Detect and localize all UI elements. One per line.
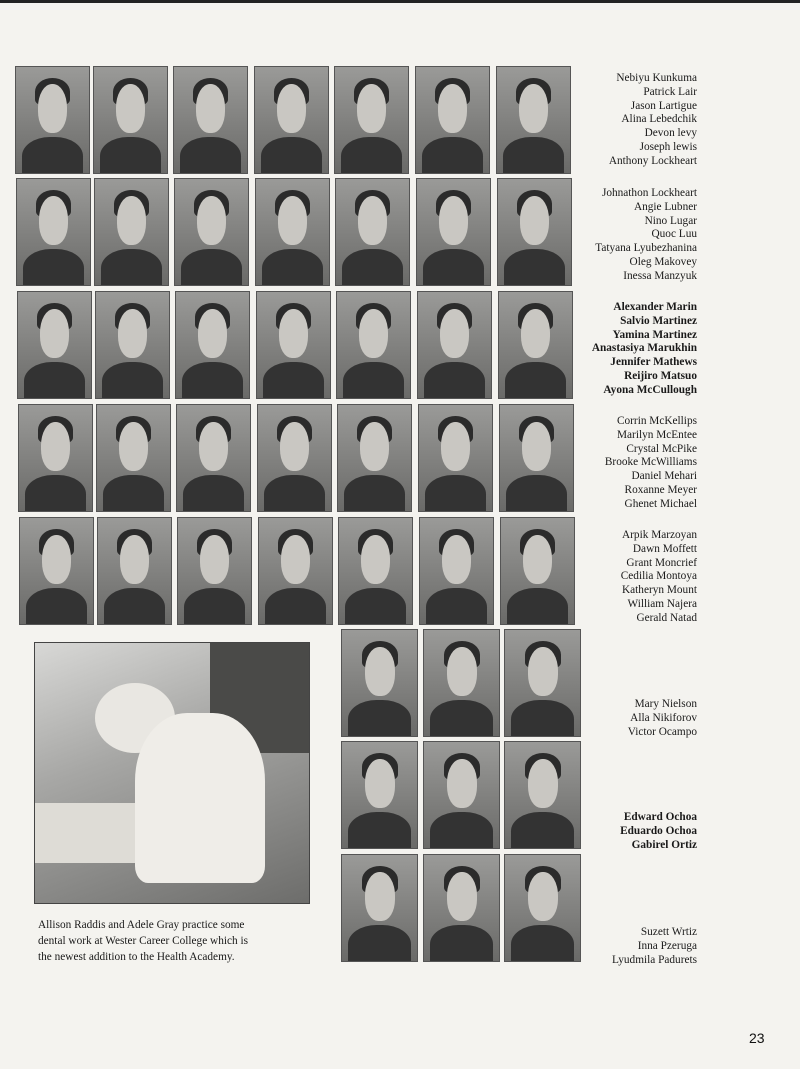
student-portrait: [94, 178, 169, 286]
student-name: Quoc Luu: [651, 228, 697, 241]
student-portrait: [423, 629, 500, 737]
student-name: Gerald Natad: [636, 611, 697, 624]
student-name: Mary Nielson: [634, 698, 697, 710]
page-number: 23: [749, 1030, 765, 1046]
student-portrait: [254, 66, 329, 174]
name-list: [592, 301, 697, 398]
student-name: Marilyn McEntee: [617, 428, 697, 441]
student-portrait: [174, 178, 249, 286]
student-name: Anastasiya Marukhin: [591, 342, 697, 355]
student-name: Daniel Mehari: [631, 470, 697, 483]
student-portrait: [341, 741, 418, 849]
name-list: [628, 698, 697, 739]
student-portrait: [256, 291, 331, 399]
student-name: Roxanne Meyer: [624, 483, 697, 496]
student-name: Angie Lubner: [633, 200, 697, 213]
student-name: Tatyana Lyubezhanina: [595, 242, 697, 255]
student-portrait: [504, 854, 581, 962]
student-portrait: [17, 291, 92, 399]
student-portrait: [15, 66, 90, 174]
student-name: Dawn Moffett: [632, 542, 697, 555]
student-name: Johnathon Lockheart: [601, 187, 697, 199]
student-portrait: [97, 517, 172, 625]
student-portrait: [338, 517, 413, 625]
student-portrait: [497, 178, 572, 286]
student-portrait: [423, 741, 500, 849]
student-portrait: [417, 291, 492, 399]
student-portrait: [16, 178, 91, 286]
student-name: Cedilia Montoya: [620, 570, 697, 583]
student-portrait: [504, 629, 581, 737]
student-portrait: [337, 404, 412, 512]
student-name: Nino Lugar: [644, 214, 697, 227]
student-name: Lyudmila Padurets: [611, 953, 697, 966]
student-name: Joseph lewis: [639, 140, 697, 153]
student-portrait: [95, 291, 170, 399]
name-list: [609, 72, 697, 169]
student-portrait: [177, 517, 252, 625]
student-portrait: [419, 517, 494, 625]
student-name: Salvio Martinez: [620, 314, 697, 327]
student-name: Nebiyu Kunkuma: [616, 72, 697, 84]
student-name: Alina Lebedchik: [621, 113, 697, 126]
student-name: Ayona McCullough: [603, 383, 697, 396]
student-name: Jennifer Mathews: [610, 356, 697, 369]
student-name: Devon levy: [644, 127, 697, 140]
student-portrait: [498, 291, 573, 399]
student-name: William Najera: [627, 597, 697, 610]
student-name: Eduardo Ochoa: [620, 824, 697, 837]
student-portrait: [341, 629, 418, 737]
student-portrait: [500, 517, 575, 625]
student-name: Jason Lartigue: [630, 99, 697, 112]
student-portrait: [335, 178, 410, 286]
student-name: Reijiro Matsuo: [624, 369, 697, 382]
student-name: Victor Ocampo: [627, 725, 697, 738]
student-name: Suzett Wrtiz: [640, 926, 697, 938]
student-portrait: [423, 854, 500, 962]
top-rule: [0, 0, 800, 3]
student-portrait: [504, 741, 581, 849]
student-name: Katheryn Mount: [622, 584, 697, 597]
name-list: [605, 415, 697, 512]
student-name: Inna Pzeruga: [637, 939, 697, 952]
student-name: Corrin McKellips: [616, 415, 697, 427]
student-name: Yamina Martinez: [612, 328, 697, 341]
student-name: Patrick Lair: [643, 85, 697, 98]
student-portrait: [93, 66, 168, 174]
student-portrait: [175, 291, 250, 399]
student-portrait: [258, 517, 333, 625]
student-portrait: [257, 404, 332, 512]
student-portrait: [418, 404, 493, 512]
student-name: Arpik Marzoyan: [622, 529, 697, 541]
student-portrait: [255, 178, 330, 286]
student-name: Anthony Lockheart: [608, 154, 697, 167]
student-portrait: [336, 291, 411, 399]
student-name: Alexander Marin: [613, 301, 697, 313]
student-name: Brooke McWilliams: [604, 456, 697, 469]
student-portrait: [18, 404, 93, 512]
student-name: Edward Ochoa: [623, 811, 697, 823]
student-portrait: [496, 66, 571, 174]
student-name: Grant Moncrief: [626, 556, 697, 569]
student-portrait: [416, 178, 491, 286]
student-portrait: [96, 404, 171, 512]
student-portrait: [499, 404, 574, 512]
student-portrait: [176, 404, 251, 512]
name-list: [621, 529, 697, 626]
student-name: Ghenet Michael: [624, 497, 697, 510]
student-portrait: [173, 66, 248, 174]
student-portrait: [334, 66, 409, 174]
student-portrait: [19, 517, 94, 625]
name-list: [595, 187, 697, 284]
student-portrait: [415, 66, 490, 174]
photo-caption: Allison Raddis and Adele Gray practice some dental work at Wester Career College which is the newest addition to the Health Academy.: [38, 919, 249, 963]
student-name: Gabirel Ortiz: [631, 838, 697, 851]
name-list: [620, 811, 697, 852]
student-name: Inessa Manzyuk: [623, 269, 697, 282]
student-name: Alla Nikiforov: [630, 711, 697, 724]
student-name: Oleg Makovey: [629, 255, 697, 268]
student-portrait: [341, 854, 418, 962]
name-list: [612, 926, 697, 967]
student-name: Crystal McPike: [626, 442, 697, 455]
candid-photo-dental-practice: [34, 642, 310, 904]
